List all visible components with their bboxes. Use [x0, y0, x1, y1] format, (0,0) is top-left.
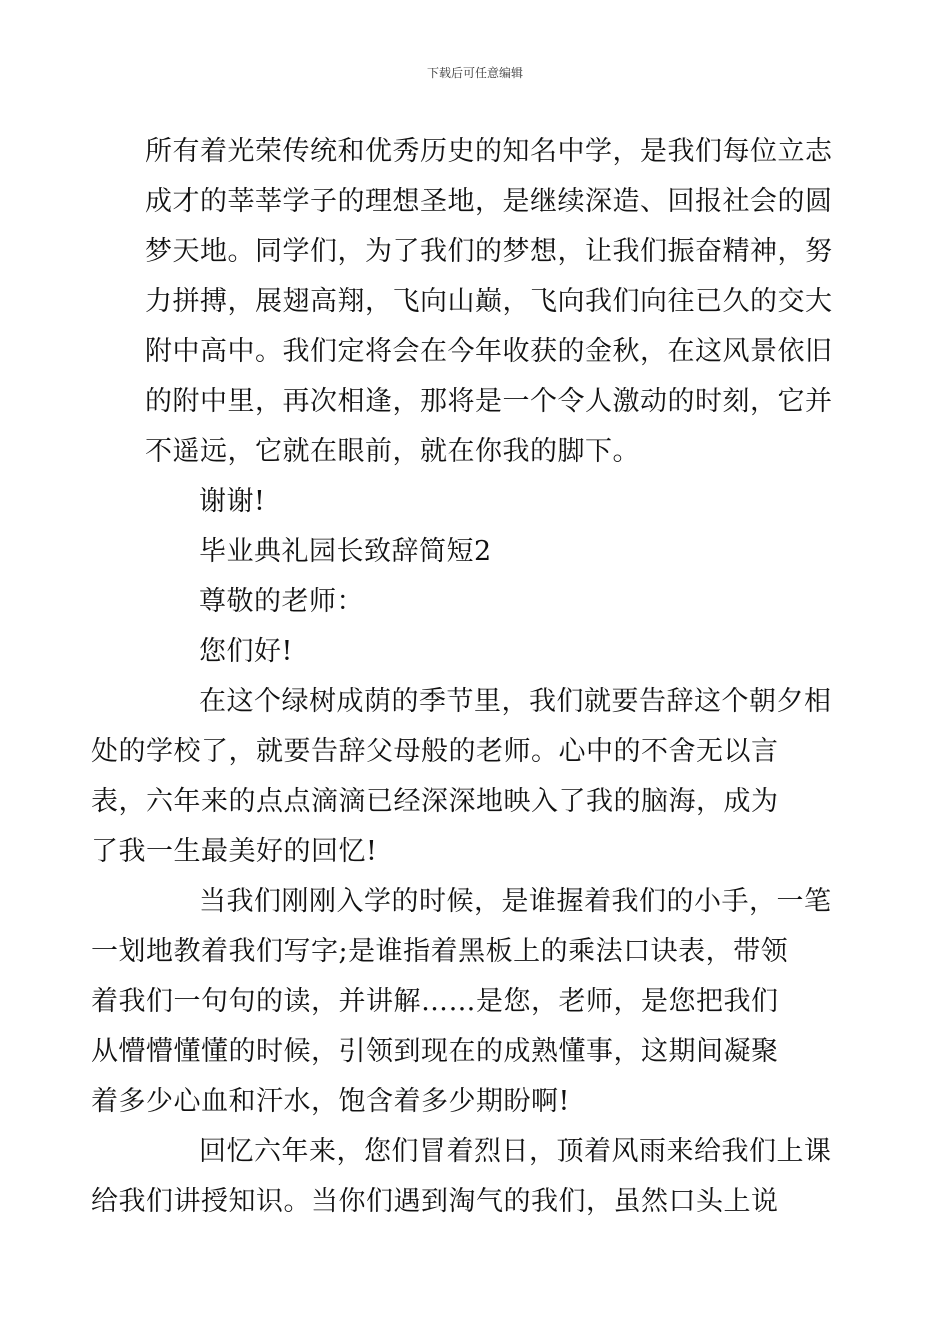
- paragraph: [91, 877, 832, 1127]
- text-line: 处的学校了，就要告辞父母般的老师。心中的不舍无以言: [91, 736, 779, 767]
- document-body: [91, 127, 833, 1227]
- text-line: 在这个绿树成荫的季节里，我们就要告辞这个朝夕相: [199, 686, 832, 717]
- text-line: 给我们讲授知识。当你们遇到淘气的我们，虽然口头上说: [91, 1186, 779, 1217]
- text-line: 尊敬的老师：: [199, 586, 364, 617]
- text-line: 谢谢!: [199, 486, 266, 517]
- text-line: 回忆六年来，您们冒着烈日，顶着风雨来给我们上课: [199, 1136, 832, 1167]
- text-line: 一划地教着我们写字;是谁指着黑板上的乘法口诀表，带领: [91, 936, 789, 967]
- text-line: 毕业典礼园长致辞简短2: [199, 536, 492, 567]
- page-header: 下载后可任意编辑: [426, 66, 523, 80]
- salutation: [145, 577, 810, 627]
- greeting: [145, 627, 810, 677]
- text-line: 当我们刚刚入学的时候，是谁握着我们的小手，一笔: [199, 886, 832, 917]
- closing-thanks: [145, 477, 810, 527]
- text-line: 不遥远，它就在眼前，就在你我的脚下。: [145, 436, 640, 467]
- text-line: 附中高中。我们定将会在今年收获的金秋，在这风景依旧: [145, 336, 833, 367]
- text-line: 您们好!: [199, 636, 293, 667]
- text-line: 着我们一句句的读，并讲解……是您，老师，是您把我们: [91, 986, 779, 1017]
- text-line: 着多少心血和汗水，饱含着多少期盼啊!: [91, 1086, 570, 1117]
- text-line: 从懵懵懂懂的时候，引领到现在的成熟懂事，这期间凝聚: [91, 1036, 779, 1067]
- text-line: 成才的莘莘学子的理想圣地，是继续深造、回报社会的圆: [145, 186, 833, 217]
- paragraph: [145, 127, 833, 477]
- text-line: 的附中里，再次相逢，那将是一个令人激动的时刻，它并: [145, 386, 833, 417]
- text-line: 了我一生最美好的回忆!: [91, 836, 378, 867]
- text-line: 所有着光荣传统和优秀历史的知名中学，是我们每位立志: [145, 136, 833, 167]
- text-line: 力拼搏，展翅高翔，飞向山巅，飞向我们向往已久的交大: [145, 286, 833, 317]
- text-line: 表，六年来的点点滴滴已经深深地映入了我的脑海，成为: [91, 786, 779, 817]
- paragraph: [91, 677, 832, 877]
- paragraph: [91, 1127, 832, 1227]
- text-line: 梦天地。同学们，为了我们的梦想，让我们振奋精神，努: [145, 236, 833, 267]
- section-title: [145, 527, 810, 577]
